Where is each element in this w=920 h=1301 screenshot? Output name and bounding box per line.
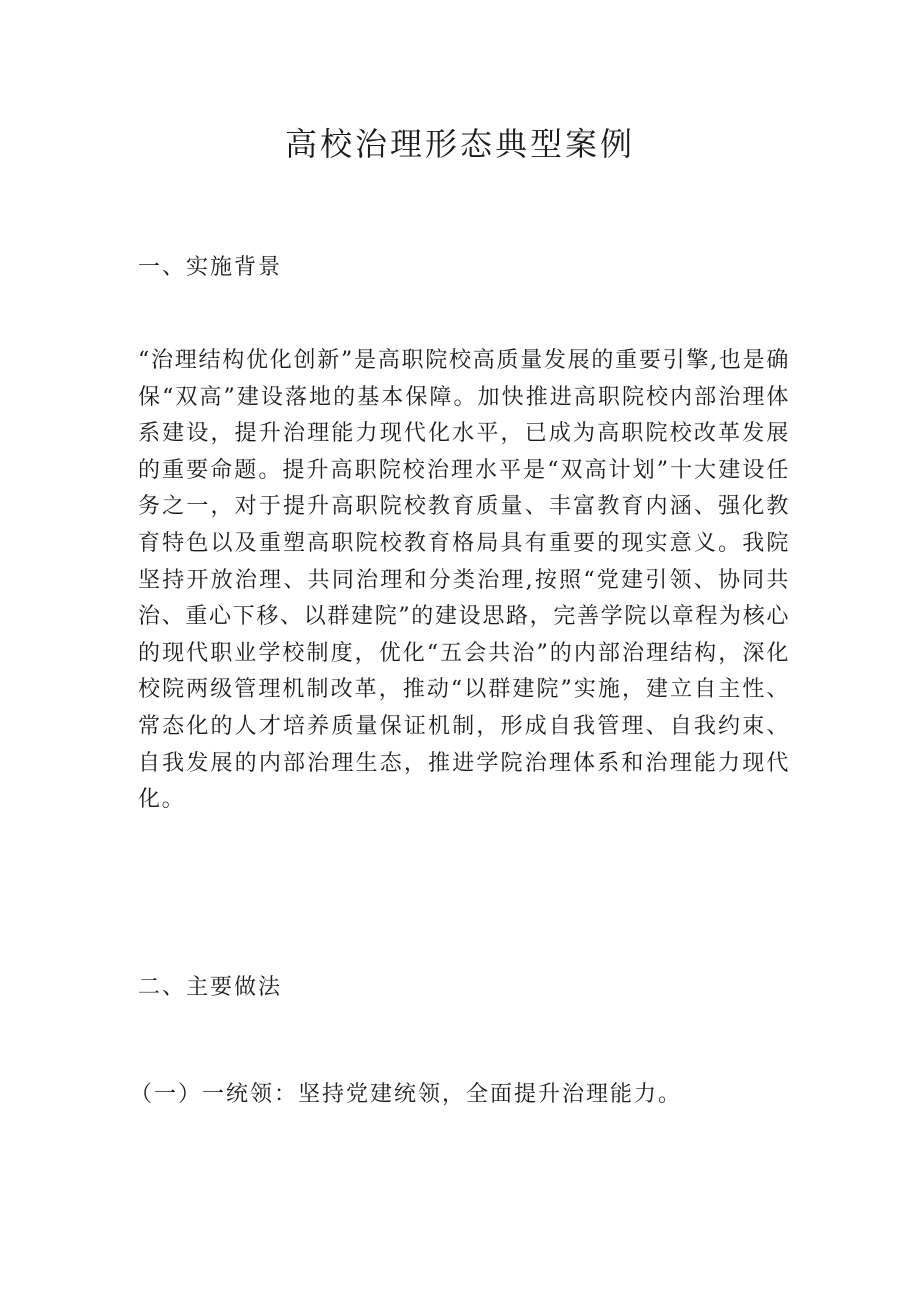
section-heading-main-practices: 二、主要做法	[138, 975, 283, 1000]
section-body-background: “治理结构优化创新”是高职院校高质量发展的重要引擎,也是确保“双高”建设落地的基本保障。加快推进高职院校内部治理体系建设，提升治理能力现代化水平，已成为高职院校改革发展的重要命题。提升高职院校治理水平是“双高计划”十大建设任务之一，对于提升高职院校教育质量、丰富教育内涵、强化教育特色以及重塑高职院校教育格局具有重要的现实意义。我院坚持开放治理、共同治理和分类治理,按照“党建引领、协同共治、重心下移、以群建院”的建设思路，完善学院以章程为核心的现代职业学校制度，优化“五会共治”的内部治理结构，深化校院两级管理机制改革，推动“以群建院”实施，建立自主性、常态化的人才培养质量保证机制，形成自我管理、自我约束、自我发展的内部治理生态，推进学院治理体系和治理能力现代化。	[138, 348, 790, 813]
section-heading-background: 一、实施背景	[138, 255, 283, 280]
subsection-heading-party-leadership: （一）一统领：坚持党建统领，全面提升治理能力。	[130, 1082, 683, 1107]
document-title: 高校治理形态典型案例	[284, 125, 635, 163]
